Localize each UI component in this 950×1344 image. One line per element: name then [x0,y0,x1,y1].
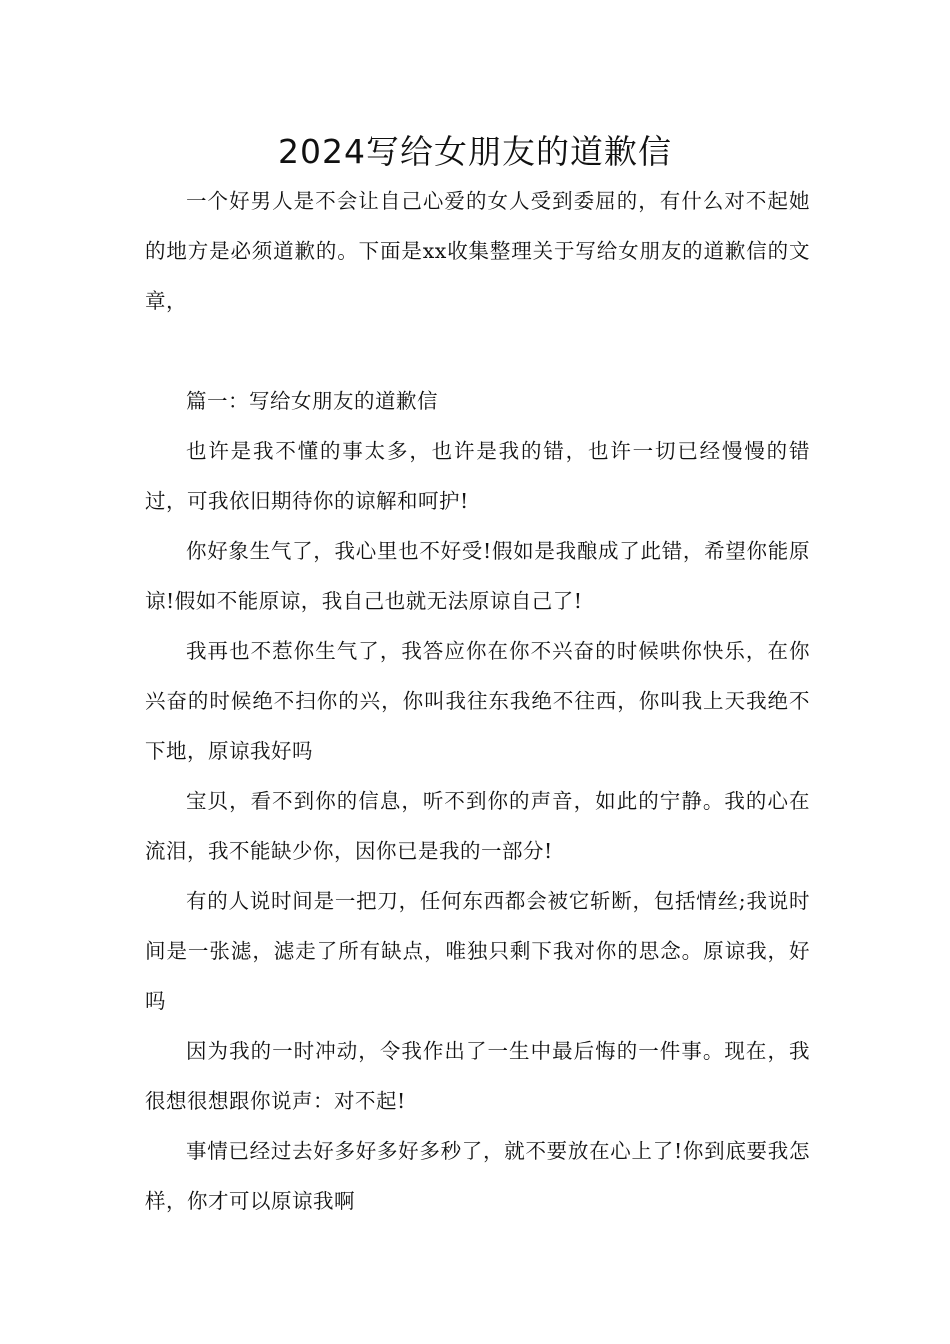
body-paragraph: 事情已经过去好多好多好多秒了，就不要放在心上了!你到底要我怎样，你才可以原谅我啊 [145,1139,810,1213]
body-paragraph: 因为我的一时冲动，令我作出了一生中最后悔的一件事。现在，我很想很想跟你说声：对不起! [145,1039,810,1113]
body-paragraph: 有的人说时间是一把刀，任何东西都会被它斩断，包括情丝;我说时间是一张滤，滤走了所有缺点，唯独只剩下我对你的思念。原谅我，好吗 [145,889,810,1013]
body-paragraph: 你好象生气了，我心里也不好受!假如是我酿成了此错，希望你能原谅!假如不能原谅，我自己也就无法原谅自己了! [145,539,810,613]
body-paragraph: 宝贝，看不到你的信息，听不到你的声音，如此的宁静。我的心在流泪，我不能缺少你，因你已是我的一部分! [145,789,810,863]
intro-paragraph: 一个好男人是不会让自己心爱的女人受到委屈的，有什么对不起她的地方是必须道歉的。下面是xx收集整理关于写给女朋友的道歉信的文章， [145,189,810,313]
body-paragraph: 也许是我不懂的事太多，也许是我的错，也许一切已经慢慢的错过，可我依旧期待你的谅解和呵护! [145,439,810,513]
page-title: 2024写给女朋友的道歉信 [278,132,672,171]
body-paragraph: 我再也不惹你生气了，我答应你在你不兴奋的时候哄你快乐，在你兴奋的时候绝不扫你的兴，你叫我往东我绝不往西，你叫我上天我绝不下地，原谅我好吗 [145,639,810,763]
document-body [145,176,810,1226]
paragraph-spacer [145,326,810,376]
section-heading: 篇一：写给女朋友的道歉信 [186,389,438,413]
